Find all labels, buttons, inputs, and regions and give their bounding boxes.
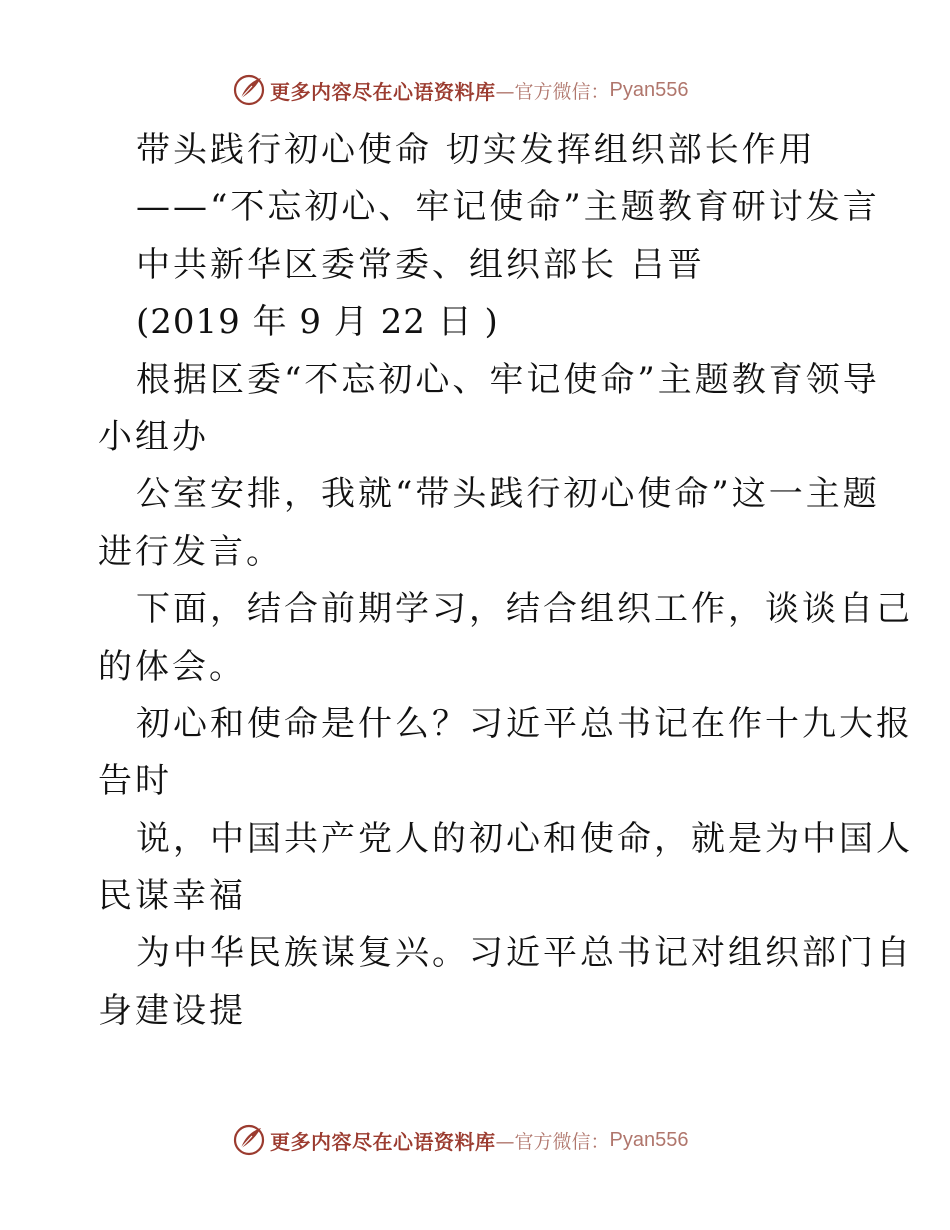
document-title: 带头践行初心使命 切实发挥组织部长作用 (136, 130, 816, 170)
watermark-account: Pyan556 (609, 1128, 689, 1151)
document-body (98, 122, 913, 1040)
watermark-header (232, 72, 688, 108)
paragraph-line: 下面，结合前期学习，结合组织工作，谈谈自己 (136, 589, 913, 630)
watermark-official-label: —官方微信： (495, 80, 610, 103)
paragraph-line: 告时 (98, 761, 172, 802)
document-subtitle: ——“不忘初心、牢记使命”主题教育研讨发言 (136, 187, 880, 228)
document-date: (2019 年 9 月 22 日 ) (136, 302, 499, 343)
watermark-brand: 更多内容尽在心语资料库 (270, 1129, 496, 1154)
paragraph-line: 初心和使命是什么？习近平总书记在作十九大报 (136, 703, 913, 744)
paragraph-line: 说，中国共产党人的初心和使命，就是为中国人 (136, 818, 913, 859)
watermark-account: Pyan556 (609, 78, 689, 101)
paragraph-line: 身建设提 (98, 990, 246, 1031)
paragraph-line: 公室安排，我就“带头践行初心使命”这一主题 (136, 474, 880, 515)
document-author: 中共新华区委常委、组织部长 吕晋 (136, 244, 705, 285)
paragraph-line: 小组办 (98, 416, 209, 457)
paragraph-line: 根据区委“不忘初心、牢记使命”主题教育领导 (136, 359, 880, 400)
paragraph-line: 进行发言。 (98, 531, 283, 572)
watermark-brand: 更多内容尽在心语资料库 (270, 79, 496, 104)
feather-pen-logo-icon (232, 73, 266, 107)
paragraph-line: 的体会。 (98, 646, 246, 687)
paragraph-line: 民谋幸福 (98, 876, 246, 917)
watermark-footer (232, 1122, 688, 1158)
paragraph-line: 为中华民族谋复兴。习近平总书记对组织部门自 (136, 933, 913, 974)
feather-pen-logo-icon (232, 1123, 266, 1157)
watermark-official-label: —官方微信： (495, 1130, 610, 1153)
